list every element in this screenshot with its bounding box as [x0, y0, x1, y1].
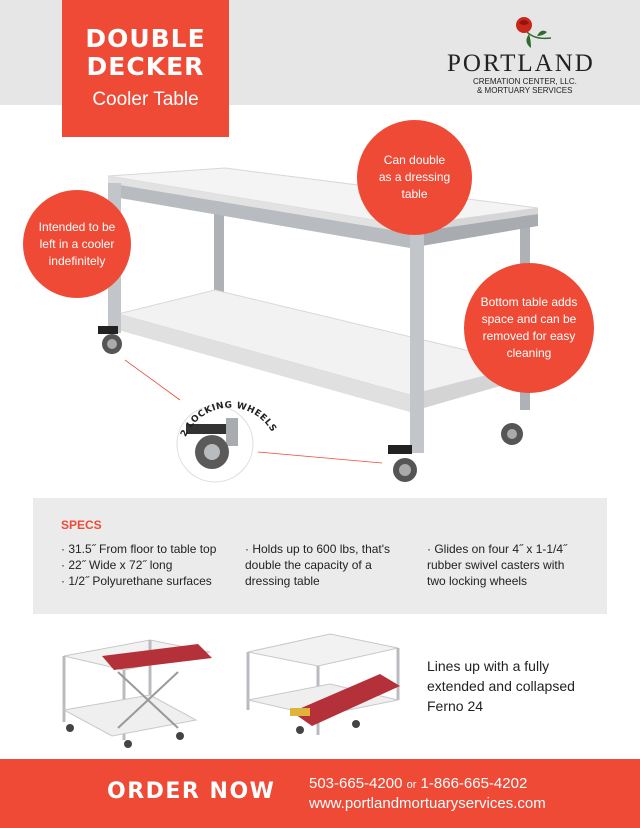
callout-bottom-line: space and can be	[481, 312, 577, 326]
callout-bottom-table	[464, 263, 594, 393]
callout-dressing	[357, 120, 472, 235]
ferno-description	[427, 656, 607, 716]
specs-column-1	[61, 541, 216, 589]
title-line-1: DOUBLE	[85, 24, 206, 53]
spec-item: two locking wheels	[427, 574, 528, 588]
callout-cooler-line: indefinitely	[48, 253, 106, 268]
callout-dressing-line: Can double	[383, 153, 446, 167]
callout-cooler-line: left in a cooler	[39, 236, 115, 251]
title-line-2: DECKER	[86, 52, 205, 81]
spec-item: double the capacity of a	[245, 558, 372, 572]
ferno-line: Lines up with a fully	[427, 658, 550, 674]
phone-numbers	[309, 775, 527, 792]
callout-dressing-line: table	[401, 187, 428, 201]
title-subtitle: Cooler Table	[92, 89, 199, 110]
callout-bottom-line: Bottom table adds	[480, 295, 578, 309]
photo-extended-cot	[64, 640, 212, 748]
rose-icon	[507, 14, 557, 54]
svg-text:2 LOCKING WHEELS	[179, 401, 278, 439]
spec-item: rubber swivel casters with	[427, 558, 565, 572]
callout-cooler	[23, 190, 131, 298]
portland-logo	[447, 14, 607, 94]
wheels-label-arc	[176, 384, 286, 454]
website-link[interactable]: www.portlandmortuaryservices.com	[309, 795, 546, 812]
logo-line-3: & MORTUARY SERVICES	[477, 86, 573, 95]
phone-secondary[interactable]: 1-866-665-4202	[420, 775, 528, 792]
caster-back-right	[501, 423, 523, 445]
spec-item: · 1/2˝ Polyurethane surfaces	[61, 574, 212, 588]
logo-line-2: CREMATION CENTER, LLC.	[473, 77, 577, 86]
phone-primary[interactable]: 503-665-4200	[309, 775, 403, 792]
specs-column-2	[245, 541, 390, 589]
ferno-photos	[0, 620, 420, 755]
footer-bar	[0, 759, 640, 828]
ferno-line: Ferno 24	[427, 698, 484, 714]
wheels-label-text: 2 LOCKING WHEELS	[179, 400, 278, 439]
spec-item: · Glides on four 4˝ x 1-1/4˝	[427, 542, 568, 556]
phone-or: or	[406, 779, 417, 791]
spec-item: · 22˝ Wide x 72˝ long	[61, 558, 173, 572]
logo-name: PORTLAND	[447, 50, 595, 77]
specs-heading: SPECS	[61, 518, 102, 532]
callout-bottom-line: cleaning	[506, 346, 552, 360]
specs-panel	[33, 498, 607, 614]
order-now-button[interactable]: ORDER NOW	[107, 779, 276, 804]
photo-collapsed-cot	[248, 634, 400, 735]
callout-cooler-line: Intended to be	[38, 219, 116, 234]
spec-item: · Holds up to 600 lbs, that's	[245, 542, 391, 556]
callout-bottom-line: removed for easy	[482, 329, 576, 343]
callout-dressing-line: as a dressing	[378, 170, 451, 184]
spec-item: · 31.5˝ From floor to table top	[61, 542, 217, 556]
specs-column-3	[427, 541, 567, 589]
ferno-line: extended and collapsed	[427, 678, 575, 694]
spec-item: dressing table	[245, 574, 320, 588]
